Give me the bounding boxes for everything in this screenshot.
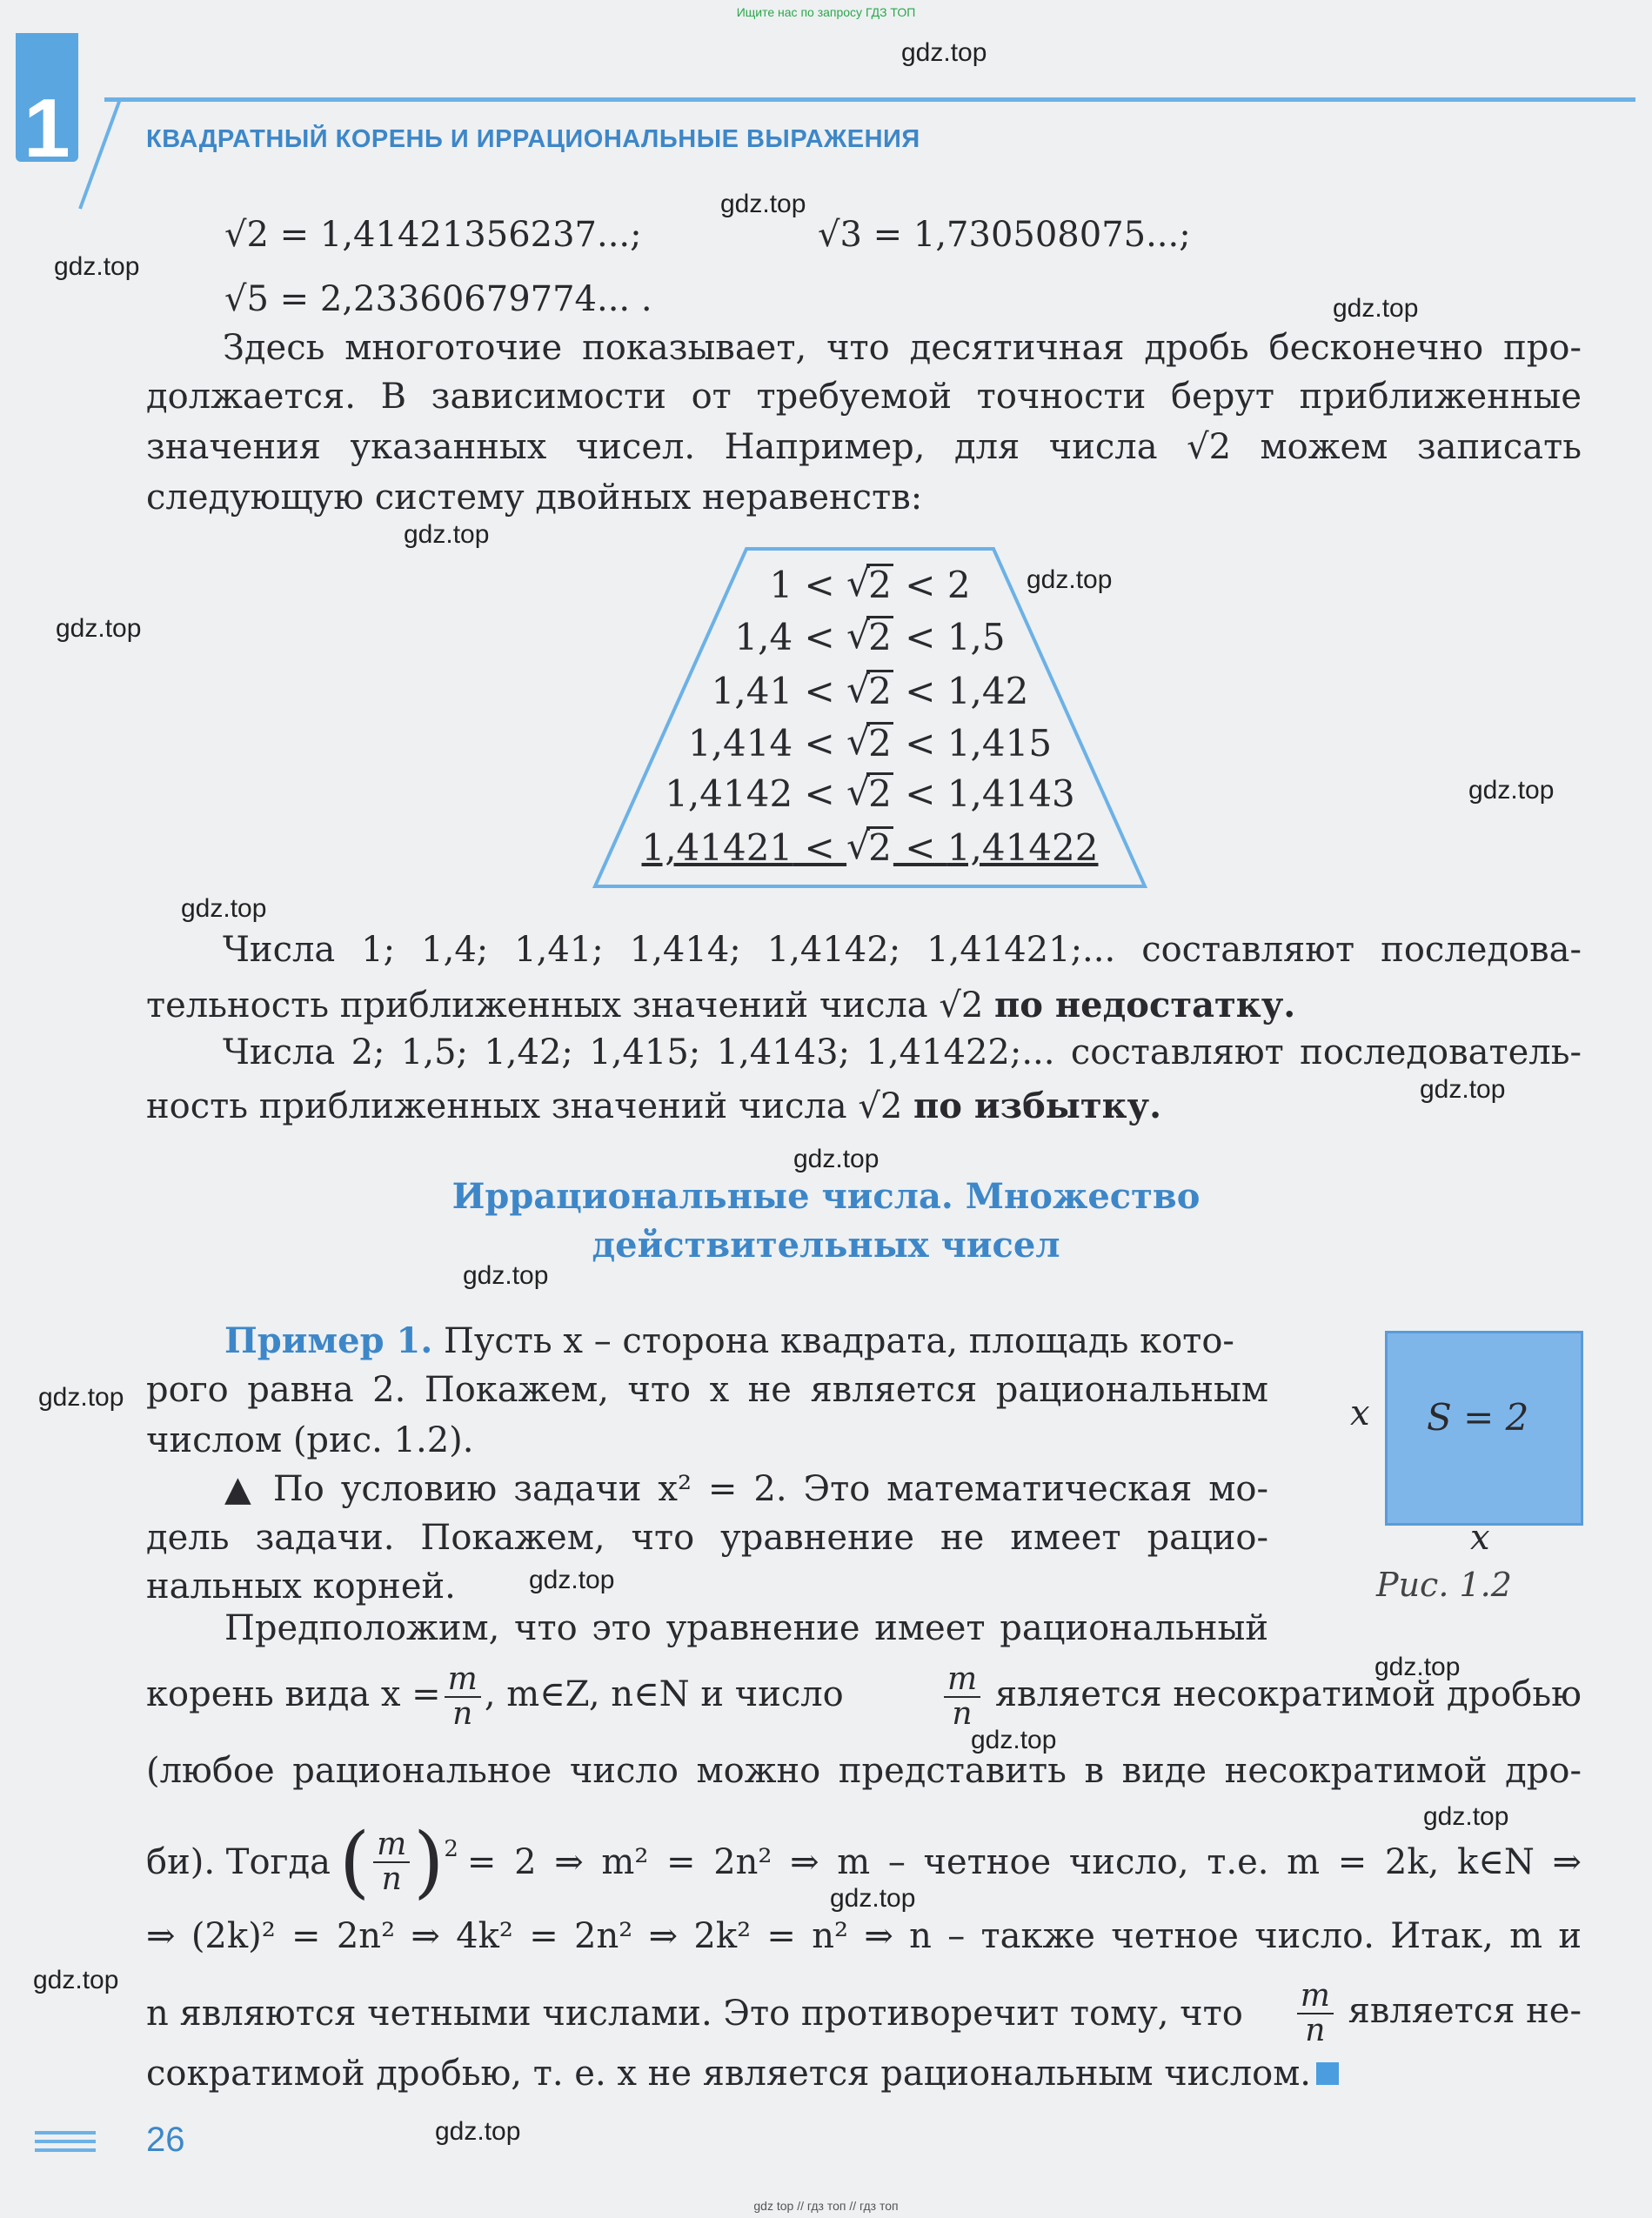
watermark: gdz.top (1333, 294, 1419, 323)
example-line-1: Пример 1. Пусть x – сторона квадрата, площадь кото- (224, 1320, 1234, 1361)
top-banner: Ищите нас по запросу ГДЗ ТОП (736, 5, 916, 19)
watermark: gdz.top (720, 190, 806, 218)
watermark: gdz.top (1420, 1075, 1506, 1104)
watermark: gdz.top (830, 1884, 916, 1913)
proof-line-2: корень вида x = $\frac{m}{n}$ , m∈Z, n∈N и число $\frac{m}{n}$ является несократимой дробью (146, 1661, 1582, 1732)
watermark: gdz.top (901, 38, 987, 67)
bottom-banner: gdz top // гдз топ // гдз топ (753, 2199, 899, 2213)
watermark: gdz.top (181, 894, 267, 923)
watermark: gdz.top (1027, 565, 1113, 594)
section-heading-line-1: Иррациональные числа. Множество (451, 1176, 1201, 1217)
watermark: gdz.top (54, 252, 140, 281)
watermark: gdz.top (793, 1145, 880, 1173)
solution-line-1: ▲ По условию задачи x² = 2. Это математическая мо- (224, 1469, 1268, 1509)
sqrt2-value: √2 = 1,41421356237...; (224, 215, 642, 255)
upper-seq-line-1: Числа 2; 1,5; 1,42; 1,415; 1,4143; 1,41422;... составляют последователь- (223, 1032, 1582, 1072)
proof-line-4: би). Тогда ( $\frac{m}{n}$ ) $^2$ = 2 ⇒ m² = 2n² ⇒ m – четное число, т.е. m = 2k, k∈N ⇒ (146, 1816, 1582, 1907)
proof-line-1: Предположим, что это уравнение имеет рациональный (224, 1608, 1268, 1648)
inequality-row: 1,414 < √ 2 < 1,415 (592, 722, 1148, 765)
watermark: gdz.top (971, 1726, 1057, 1754)
section-heading-line-2: действительных чисел (592, 1225, 1060, 1266)
paragraph-line-3: значения указанных чисел. Например, для числа √2 можем записать (146, 427, 1582, 467)
watermark: gdz.top (1423, 1802, 1509, 1831)
lower-seq-line-2: тельность приближенных значений числа √2 по недостатку. (146, 985, 1296, 1025)
end-of-proof-square (1316, 2062, 1339, 2085)
upper-seq-line-2: ность приближенных значений числа √2 по избытку. (146, 1086, 1162, 1126)
inequality-row: 1,41 < √ 2 < 1,42 (592, 670, 1148, 712)
inequality-row: 1,41421 < √ 2 < 1,41422 (592, 826, 1148, 869)
watermark: gdz.top (529, 1566, 615, 1594)
watermark: gdz.top (33, 1966, 119, 1994)
page-number: 26 (146, 2121, 185, 2159)
figure-side-label-left: x (1350, 1393, 1370, 1433)
paragraph-line-2: должается. В зависимости от требуемой точности берут приближенные (146, 377, 1582, 417)
fraction-m-n: $\frac{m}{n}$ (1297, 1980, 1334, 2048)
inequality-row: 1,4142 < √ 2 < 1,4143 (592, 772, 1148, 815)
lower-seq-line-1: Числа 1; 1,4; 1,41; 1,414; 1,4142; 1,41421;... составляют последова- (223, 930, 1582, 970)
watermark: gdz.top (404, 520, 490, 549)
solution-line-2: дель задачи. Покажем, что уравнение не имеет рацио- (146, 1518, 1268, 1558)
header-rule (104, 97, 1635, 102)
proof-line-7: сократимой дробью, т. е. x не является рациональным числом. (146, 2048, 1582, 2100)
figure-caption: Рис. 1.2 (1376, 1566, 1512, 1604)
watermark: gdz.top (435, 2117, 521, 2146)
fraction-m-n: $\frac{m}{n}$ (944, 1663, 980, 1731)
inequality-row: 1 < √ 2 < 2 (592, 564, 1148, 606)
watermark: gdz.top (1374, 1653, 1461, 1681)
proof-line-5: ⇒ (2k)² = 2n² ⇒ 4k² = 2n² ⇒ 2k² = n² ⇒ n – также четное число. Итак, m и (146, 1916, 1582, 1956)
watermark: gdz.top (463, 1261, 549, 1290)
example-line-3: числом (рис. 1.2). (146, 1420, 474, 1460)
figure-area-label: S = 2 (1427, 1396, 1529, 1439)
watermark: gdz.top (56, 614, 142, 643)
chapter-number: 1 (23, 82, 70, 175)
sqrt3-value: √3 = 1,730508075...; (818, 215, 1191, 255)
header-title: КВАДРАТНЫЙ КОРЕНЬ И ИРРАЦИОНАЛЬНЫЕ ВЫРАЖЕНИЯ (146, 125, 920, 153)
inequality-row: 1,4 < √ 2 < 1,5 (592, 616, 1148, 658)
paragraph-line-4: следующую систему двойных неравенств: (146, 478, 923, 518)
paragraph-line-1: Здесь многоточие показывает, что десятичная дробь бесконечно про- (223, 328, 1582, 368)
footer-rule (35, 2131, 96, 2157)
sqrt5-value: √5 = 2,23360679774... . (224, 279, 652, 319)
header-slant-line (78, 97, 122, 210)
fraction-squared: ( $\frac{m}{n}$ ) $^2$ (338, 1816, 458, 1907)
watermark: gdz.top (1468, 776, 1555, 805)
proof-line-3: (любое рациональное число можно представить в виде несократимой дро- (146, 1751, 1582, 1791)
solution-line-3: нальных корней. (146, 1567, 456, 1607)
figure-side-label-bottom: x (1470, 1518, 1490, 1558)
proof-line-6: n являются четными числами. Это противоречит тому, что $\frac{m}{n}$ является не- (146, 1978, 1582, 2048)
fraction-m-n: $\frac{m}{n}$ (445, 1663, 481, 1731)
watermark: gdz.top (38, 1383, 124, 1412)
example-line-2: рого равна 2. Покажем, что x не является рациональным (146, 1370, 1268, 1410)
